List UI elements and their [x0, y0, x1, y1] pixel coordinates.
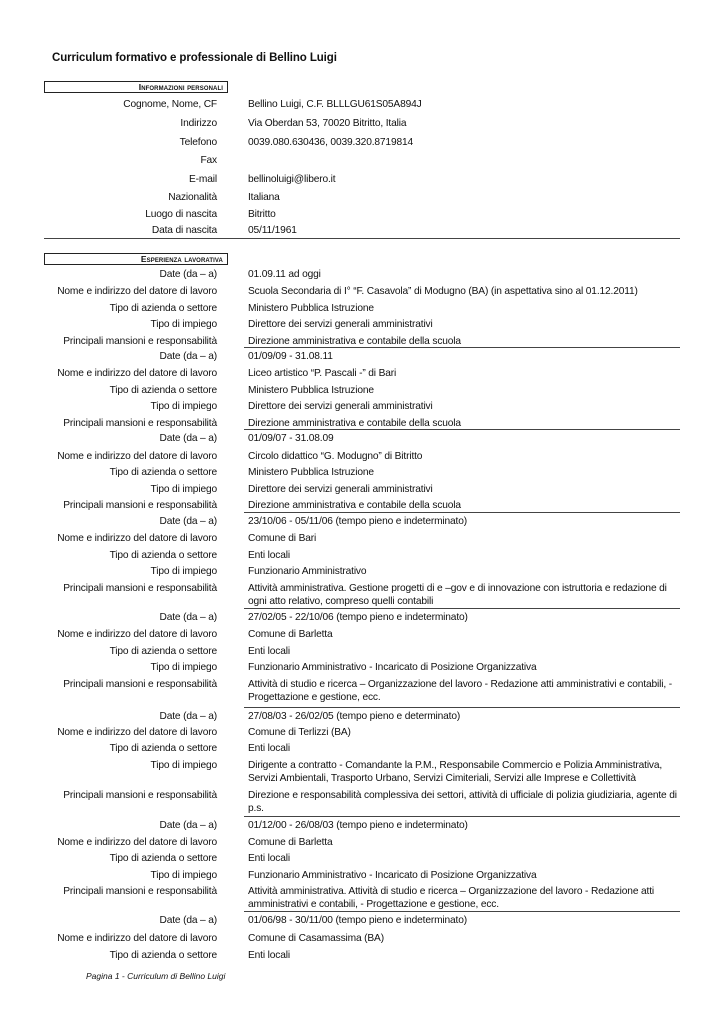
- field-value: Comune di Barletta: [248, 629, 333, 640]
- field-label: Principali mansioni e responsabilità: [63, 679, 217, 690]
- field-label: Tipo di azienda o settore: [109, 743, 217, 754]
- field-value: Ministero Pubblica Istruzione: [248, 303, 374, 314]
- field-label: Nome e indirizzo del datore di lavoro: [57, 933, 217, 944]
- field-value: Ministero Pubblica Istruzione: [248, 467, 374, 478]
- field-value: Attività di studio e ricerca – Organizzazione del lavoro - Redazione atti amministrativi e contabili, - Progettazione e gestione, ecc.: [248, 679, 672, 703]
- field-label: Date (da – a): [159, 711, 217, 722]
- field-label: Tipo di azienda o settore: [109, 950, 217, 961]
- field-label: Principali mansioni e responsabilità: [63, 336, 217, 347]
- field-value: Funzionario Amministrativo - Incaricato di Posizione Organizzativa: [248, 662, 537, 673]
- field-label: Indirizzo: [180, 118, 217, 129]
- field-label: Date (da – a): [159, 516, 217, 527]
- field-value: Ministero Pubblica Istruzione: [248, 385, 374, 396]
- field-value: Direttore dei servizi generali amministrativi: [248, 484, 433, 495]
- field-label: Date (da – a): [159, 351, 217, 362]
- field-label: Principali mansioni e responsabilità: [63, 886, 217, 897]
- field-value: Funzionario Amministrativo - Incaricato di Posizione Organizzativa: [248, 870, 537, 881]
- field-label: Cognome, Nome, CF: [123, 99, 217, 110]
- field-label: Tipo di impiego: [150, 566, 217, 577]
- field-value: 01/09/09 - 31.08.11: [248, 351, 333, 362]
- field-value: 01/06/98 - 30/11/00 (tempo pieno e indeterminato): [248, 915, 467, 926]
- field-label: Tipo di azienda o settore: [109, 550, 217, 561]
- field-value: 01/09/07 - 31.08.09: [248, 433, 334, 444]
- field-label: Tipo di impiego: [150, 319, 217, 330]
- field-label: Tipo di azienda o settore: [109, 303, 217, 314]
- field-label: Date (da – a): [159, 612, 217, 623]
- field-value: Direzione e responsabilità complessiva dei settori, attività di ufficiale di polizia giudiziaria, agente di p.s.: [248, 790, 677, 814]
- field-value: Enti locali: [248, 950, 290, 961]
- field-label: Fax: [200, 155, 217, 166]
- field-value: 0039.080.630436, 0039.320.8719814: [248, 137, 414, 148]
- field-label: Nome e indirizzo del datore di lavoro: [57, 286, 217, 297]
- field-label: Principali mansioni e responsabilità: [63, 583, 217, 594]
- field-label: Tipo di azienda o settore: [109, 385, 217, 396]
- field-value: Direzione amministrativa e contabile della scuola: [248, 500, 461, 511]
- field-value: Attività amministrativa. Gestione progetti di e –gov e di innovazione con istruttoria e redazione di ogni atto relativo, compreso quelli contabili: [248, 583, 667, 607]
- field-value: 23/10/06 - 05/11/06 (tempo pieno e indeterminato): [248, 516, 467, 527]
- field-value: Direttore dei servizi generali amministrativi: [248, 319, 433, 330]
- field-value: Enti locali: [248, 853, 290, 864]
- field-value: Enti locali: [248, 550, 290, 561]
- section-heading-experience: Esperienza lavorativa: [44, 253, 228, 265]
- field-label: Date (da – a): [159, 269, 217, 280]
- field-label: Principali mansioni e responsabilità: [63, 790, 217, 801]
- field-label: Tipo di impiego: [150, 760, 217, 771]
- field-label: Nome e indirizzo del datore di lavoro: [57, 837, 217, 848]
- field-label: E-mail: [189, 174, 217, 185]
- section-divider: [44, 238, 680, 239]
- field-label: Luogo di nascita: [145, 209, 217, 220]
- field-label: Nazionalità: [168, 192, 217, 203]
- field-label: Tipo di azienda o settore: [109, 853, 217, 864]
- field-label: Date (da – a): [159, 915, 217, 926]
- entry-divider: [244, 608, 680, 609]
- field-value: Circolo didattico “G. Modugno” di Bitritto: [248, 451, 423, 462]
- field-value: Attività amministrativa. Attività di studio e ricerca – Organizzazione del lavoro - Redazione atti amministrativi e contabili, - Progettazione e gestione, ecc.: [248, 886, 655, 910]
- field-value: 01.09.11 ad oggi: [248, 269, 321, 280]
- field-value: Comune di Terlizzi (BA): [248, 727, 351, 738]
- field-value: Comune di Bari: [248, 533, 317, 544]
- field-label: Date (da – a): [159, 433, 217, 444]
- field-label: Tipo di impiego: [150, 870, 217, 881]
- section-heading-personal: Informazioni personali: [44, 81, 228, 93]
- field-value: Direzione amministrativa e contabile della scuola: [248, 336, 461, 347]
- field-label: Data di nascita: [151, 225, 217, 236]
- field-value: Bellino Luigi, C.F. BLLLGU61S05A894J: [248, 99, 422, 110]
- field-label: Principali mansioni e responsabilità: [63, 500, 217, 511]
- document-title: Curriculum formativo e professionale di Bellino Luigi: [52, 52, 337, 64]
- field-label: Tipo di azienda o settore: [109, 646, 217, 657]
- field-label: Telefono: [179, 137, 217, 148]
- field-value: Funzionario Amministrativo: [248, 566, 367, 577]
- field-label: Tipo di impiego: [150, 484, 217, 495]
- field-value: Direttore dei servizi generali amministrativi: [248, 401, 433, 412]
- field-value: Bitritto: [248, 209, 276, 220]
- entry-divider: [244, 512, 680, 513]
- entry-divider: [244, 429, 680, 430]
- field-value: 05/11/1961: [248, 225, 297, 236]
- field-label: Nome e indirizzo del datore di lavoro: [57, 451, 217, 462]
- field-value: Via Oberdan 53, 70020 Bitritto, Italia: [248, 118, 407, 129]
- entry-divider: [244, 816, 680, 817]
- field-label: Date (da – a): [159, 820, 217, 831]
- entry-divider: [244, 347, 680, 348]
- field-label: Nome e indirizzo del datore di lavoro: [57, 368, 217, 379]
- field-value: 27/02/05 - 22/10/06 (tempo pieno e indeterminato): [248, 612, 468, 623]
- entry-divider: [244, 911, 680, 912]
- entry-divider: [244, 707, 680, 708]
- field-value: Enti locali: [248, 646, 290, 657]
- field-value: 27/08/03 - 26/02/05 (tempo pieno e determinato): [248, 711, 461, 722]
- field-value: Comune di Casamassima (BA): [248, 933, 384, 944]
- field-label: Tipo di impiego: [150, 662, 217, 673]
- field-value: Comune di Barletta: [248, 837, 333, 848]
- field-value: Liceo artistico “P. Pascali -” di Bari: [248, 368, 397, 379]
- field-label: Tipo di azienda o settore: [109, 467, 217, 478]
- field-value: 01/12/00 - 26/08/03 (tempo pieno e indeterminato): [248, 820, 468, 831]
- field-label: Principali mansioni e responsabilità: [63, 418, 217, 429]
- field-value: Direzione amministrativa e contabile della scuola: [248, 418, 461, 429]
- field-label: Nome e indirizzo del datore di lavoro: [57, 533, 217, 544]
- page-footer: Pagina 1 - Curriculum di Bellino Luigi: [86, 971, 226, 981]
- field-value: bellinoluigi@libero.it: [248, 174, 336, 185]
- field-value: Enti locali: [248, 743, 290, 754]
- field-label: Tipo di impiego: [150, 401, 217, 412]
- field-value: Scuola Secondaria di I° “F. Casavola” di Modugno (BA) (in aspettativa sino al 01.12.2011): [248, 286, 638, 297]
- field-label: Nome e indirizzo del datore di lavoro: [57, 727, 217, 738]
- field-value: Dirigente a contratto - Comandante la P.M., Responsabile Commercio e Polizia Amministrativa, Servizi Ambientali, Trasporto Urbano, Servizi Cimiteriali, Servizi alle Imprese e Collettività: [248, 760, 663, 784]
- field-label: Nome e indirizzo del datore di lavoro: [57, 629, 217, 640]
- field-value: Italiana: [248, 192, 280, 203]
